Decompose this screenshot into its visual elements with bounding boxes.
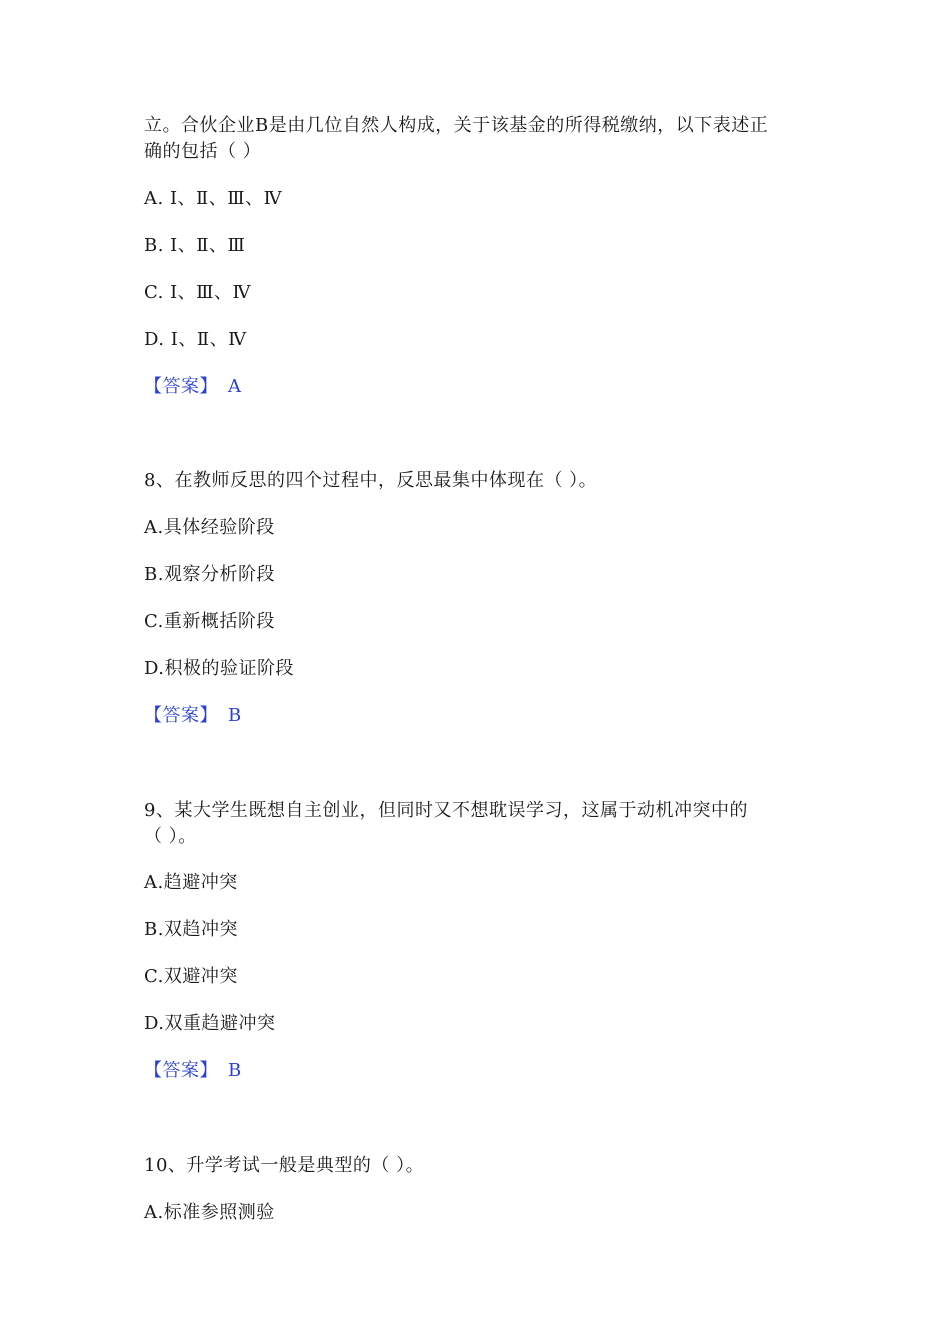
question-9-answer-value: B bbox=[228, 1060, 242, 1081]
question-8-stem: 8、在教师反思的四个过程中，反思最集中体现在（ ）。 bbox=[144, 470, 598, 491]
question-7-answer-label: 【答案】 bbox=[144, 376, 218, 397]
question-8-option-d: D.积极的验证阶段 bbox=[144, 658, 295, 679]
question-9-answer-row bbox=[144, 1059, 242, 1083]
question-7-stem-line-2: 确的包括（ ） bbox=[144, 141, 262, 162]
question-8-answer-row bbox=[144, 704, 242, 728]
question-9-option-a: A.趋避冲突 bbox=[144, 872, 238, 893]
question-8-option-c: C.重新概括阶段 bbox=[144, 611, 275, 632]
question-10-stem: 10、升学考试一般是典型的（ ）。 bbox=[144, 1155, 425, 1176]
question-7-answer-value: A bbox=[228, 376, 242, 397]
question-9-option-c: C.双避冲突 bbox=[144, 966, 238, 987]
question-8-option-b: B.观察分析阶段 bbox=[144, 564, 275, 585]
question-7-option-b: B. Ⅰ、Ⅱ、Ⅲ bbox=[144, 235, 246, 256]
question-8-option-a: A.具体经验阶段 bbox=[144, 517, 275, 538]
question-8-answer-label: 【答案】 bbox=[144, 705, 218, 726]
question-7-option-c: C. Ⅰ、Ⅲ、Ⅳ bbox=[144, 282, 252, 303]
question-7-answer-row bbox=[144, 375, 242, 399]
question-7-option-a: A. Ⅰ、Ⅱ、Ⅲ、Ⅳ bbox=[144, 188, 283, 209]
question-9-stem-line-1: 9、某大学生既想自主创业，但同时又不想耽误学习，这属于动机冲突中的 bbox=[144, 800, 748, 821]
question-9-stem-line-2: （ ）。 bbox=[144, 826, 197, 847]
question-7-option-d: D. Ⅰ、Ⅱ、Ⅳ bbox=[144, 329, 247, 350]
question-8-answer-value: B bbox=[228, 705, 242, 726]
question-9-option-d: D.双重趋避冲突 bbox=[144, 1013, 276, 1034]
question-9-option-b: B.双趋冲突 bbox=[144, 919, 238, 940]
question-7-stem-line-1: 立。合伙企业B是由几位自然人构成，关于该基金的所得税缴纳，以下表述正 bbox=[144, 115, 769, 136]
question-10-option-a: A.标准参照测验 bbox=[144, 1202, 275, 1223]
question-9-answer-label: 【答案】 bbox=[144, 1060, 218, 1081]
